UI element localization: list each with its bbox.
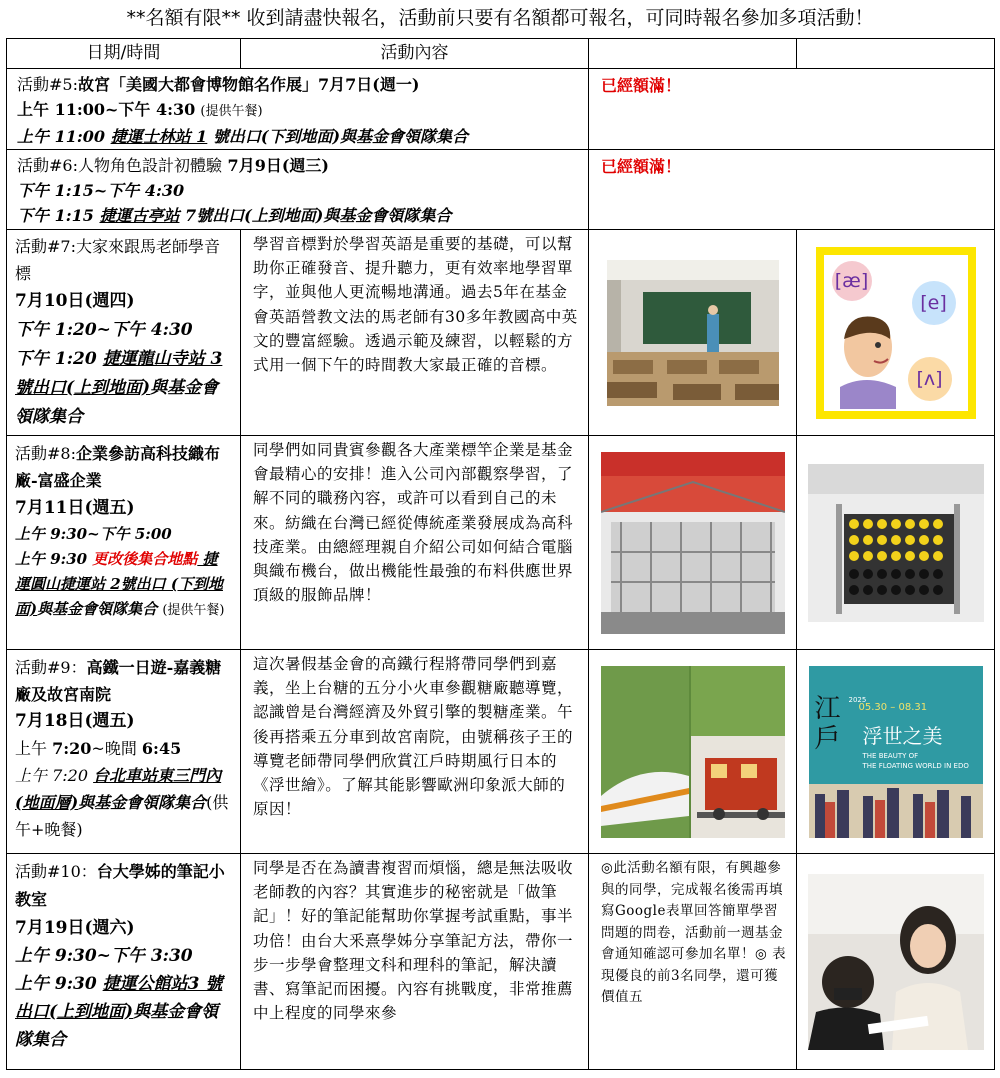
- activity-9-date: 7月18日(週五): [15, 711, 135, 731]
- activity-5-time: 上午 11:00~下午 4:30: [17, 100, 196, 119]
- factory-photo: [601, 452, 785, 634]
- activity-9-meet-station: 台北車站東三門內(地面層): [15, 766, 222, 812]
- activity-9-time-start: 7:20: [52, 739, 92, 758]
- activity-6-meet-text: 7號出口(上到地面)與基金會領隊集合: [179, 206, 452, 225]
- activity-10-description: 同學是否在為讀書複習而煩惱，總是無法吸收老師教的內容？其實進步的秘密就是「做筆記」！好的筆記能幫助你掌握考試重點，事半功倍！由台大釆熹學姊分享筆記方法，帶你一步一步學會整理文科和理科的筆記，解決讀書、寫筆記而困擾。內容有挑戰度，非常推薦中上程度的同學來參: [241, 854, 589, 1070]
- activity-5-full-badge: 已經額滿！: [589, 69, 995, 150]
- activity-5-meet-station: 捷運士林站 1: [110, 127, 208, 146]
- activity-10-time: 上午 9:30~下午 3:30: [15, 946, 193, 966]
- poster-crowd-art: [809, 784, 983, 838]
- poster-vertical-title: 江戶: [814, 693, 841, 754]
- activity-6-time: 下午 1:15~下午 4:30: [17, 181, 185, 200]
- activity-7-meet-station: 捷運龍山寺站 3 號出口(上到地面): [15, 349, 223, 398]
- activity-5-time-note: (提供午餐): [200, 104, 263, 119]
- activity-7-meet-text: 與基金會領隊集合: [15, 378, 219, 427]
- activity-10-date: 7月19日(週六): [15, 918, 135, 938]
- activity-8-meet-station: 捷運圓山捷運站 2號出口 (下到地面): [15, 550, 223, 618]
- activity-6-date: 7月9日(週三): [221, 156, 329, 175]
- activity-10-title: 台大學姊的筆記小教室: [15, 862, 225, 909]
- loom-photo: [808, 464, 984, 622]
- activity-7-phonics-cell: [797, 230, 995, 436]
- symbol-ae: [æ]: [832, 261, 872, 301]
- activity-10-meet-station: 捷運公館站3 號出口(上到地面): [15, 974, 223, 1022]
- activity-9-poster-cell: [797, 650, 995, 854]
- phonics-illustration: [816, 247, 976, 419]
- activity-8-time: 上午 9:30~下午 5:00: [15, 525, 172, 543]
- poster-dates: 05.30 – 08.31: [858, 701, 928, 713]
- activity-8-meet-time: 上午 9:30: [15, 550, 93, 568]
- col-content-header: 活動內容: [241, 39, 589, 69]
- activity-8-meet-note: (提供午餐): [162, 603, 225, 618]
- activity-9-time-mid: ~晚間: [91, 739, 142, 758]
- activity-9-meet-note: (供午+晚餐): [15, 793, 229, 839]
- page-header: **名額有限** 收到請盡快報名，活動前只要有名額都可報名，可同時報名參加多項活動！: [126, 7, 874, 29]
- activity-9-description: 這次暑假基金會的高鐵行程將帶同學們到嘉義，坐上台糖的五分小火車參觀糖廠聽導覽，認識曾是台灣經濟及外貿引擎的製糖產業。午後再搭乘五分車到故宮南院，由號稱孩子王的導覽老師帶同學們欣賞江戶時期風行日本的《浮世繪》。了解其能影響歐洲印象派大師的原因！: [241, 650, 589, 854]
- activity-7-description: 學習音標對於學習英語是重要的基礎，可以幫助你正確發音、提升聽力，更有效率地學習單字，並與他人更流暢地溝通。過去5年在基金會英語營教文法的馬老師有30多年教國高中英文的豐富經驗。透過示範及練習，以輕鬆的方式用一個下午的時間教大家最正確的音標。: [241, 230, 589, 436]
- activity-6-meet-time: 下午 1:15: [17, 206, 100, 225]
- activity-8-row: [7, 436, 995, 650]
- activity-9-info: [7, 650, 241, 854]
- activity-7-meet-time: 下午 1:20: [15, 349, 103, 369]
- activity-7-time: 下午 1:20~下午 4:30: [15, 320, 193, 340]
- activity-7-info: [7, 230, 241, 436]
- activity-8-meet-text: 與基金會領隊集合: [37, 600, 158, 618]
- activity-7-date: 7月10日(週四): [15, 291, 135, 311]
- symbol-e: [e]: [912, 281, 956, 325]
- activity-5-info: [7, 69, 589, 150]
- activity-8-meet-changed: 更改後集合地點: [92, 550, 198, 568]
- activity-10-info: [7, 854, 241, 1070]
- students-photo: [808, 874, 984, 1050]
- symbol-wedge: [ʌ]: [908, 357, 952, 401]
- activity-7-row: [7, 230, 995, 436]
- activity-8-title: 企業參訪高科技織布廠-富盛企業: [15, 444, 220, 490]
- activity-7-photo-cell: [589, 230, 797, 436]
- activity-9-photo-cell: [589, 650, 797, 854]
- classroom-photo: [607, 260, 779, 406]
- activity-6-row: [7, 150, 995, 230]
- activity-10-number: 活動#10：: [15, 862, 97, 881]
- poster-chinese-title: 浮世之美: [862, 723, 943, 748]
- activity-9-time-prefix: 上午: [15, 739, 53, 758]
- activity-10-meet-text: 與基金會領隊集合: [15, 1002, 219, 1050]
- activity-8-photo-cell: [589, 436, 797, 650]
- activity-9-row: [7, 650, 995, 854]
- activity-5-row: [7, 69, 995, 150]
- activity-7-title: 活動#7:大家來跟馬老師學音標: [15, 237, 220, 283]
- activity-table: [6, 38, 995, 1070]
- col-empty-2: [797, 39, 995, 69]
- activity-9-meet-text: 與基金會領隊集合: [78, 793, 207, 812]
- activity-5-number: 活動#5:: [17, 75, 78, 94]
- activity-5-meet-text: 號出口(下到地面)與基金會領隊集合: [207, 127, 469, 146]
- activity-10-meet-time: 上午 9:30: [15, 974, 103, 994]
- person-illustration: [826, 309, 906, 409]
- activity-10-note: ◎此活動名額有限，有興趣參與的同學，完成報名後需再填寫Google表單回答簡單學習問題的問卷，活動前一週基金會通知確認可參加名單！◎ 表現優良的前3名同學，還可獲價值五: [589, 854, 797, 1070]
- activity-8-description: 同學們如同貴賓參觀各大產業標竿企業是基金會最精心的安排！進入公司內部觀察學習，了解不同的職務內容，或許可以看到自己的未來。紡織在台灣已經從傳統產業發展成為高科技產業。由總經理親自介紹公司如何結合電腦與織布機台，做出機能性最強的布料供應世界頂級的服飾品牌！: [241, 436, 589, 650]
- poster-english-line-2: THE FLOATING WORLD IN EDO: [862, 761, 969, 770]
- activity-8-loom-cell: [797, 436, 995, 650]
- ukiyoe-poster: [809, 666, 983, 838]
- train-photo: [601, 666, 785, 838]
- activity-9-number: 活動#9：: [15, 658, 87, 677]
- activity-6-full-badge: 已經額滿！: [589, 150, 995, 230]
- activity-6-title: 活動#6:人物角色設計初體驗: [17, 156, 222, 175]
- activity-9-meet-time: 上午 7:20: [15, 766, 94, 785]
- poster-english-line-1: THE BEAUTY OF: [862, 751, 919, 760]
- activity-8-date: 7月11日(週五): [15, 498, 135, 518]
- activity-10-row: [7, 854, 995, 1070]
- col-date-header: 日期/時間: [7, 39, 241, 69]
- poster-year: 2025: [848, 695, 867, 704]
- activity-9-time-end: 6:45: [141, 739, 182, 758]
- activity-10-photo-cell: [797, 854, 995, 1070]
- activity-8-number: 活動#8:: [15, 444, 76, 463]
- activity-6-meet-station: 捷運古亭站: [99, 206, 180, 225]
- activity-9-title: 高鐵一日遊-嘉義糖廠及故宮南院: [15, 658, 222, 704]
- activity-6-info: [7, 150, 589, 230]
- activity-5-title: 故宮「美國大都會博物館名作展」7月7日(週一): [77, 75, 420, 94]
- activity-5-meet-time: 上午 11:00: [17, 127, 111, 146]
- activity-8-info: [7, 436, 241, 650]
- col-empty-1: [589, 39, 797, 69]
